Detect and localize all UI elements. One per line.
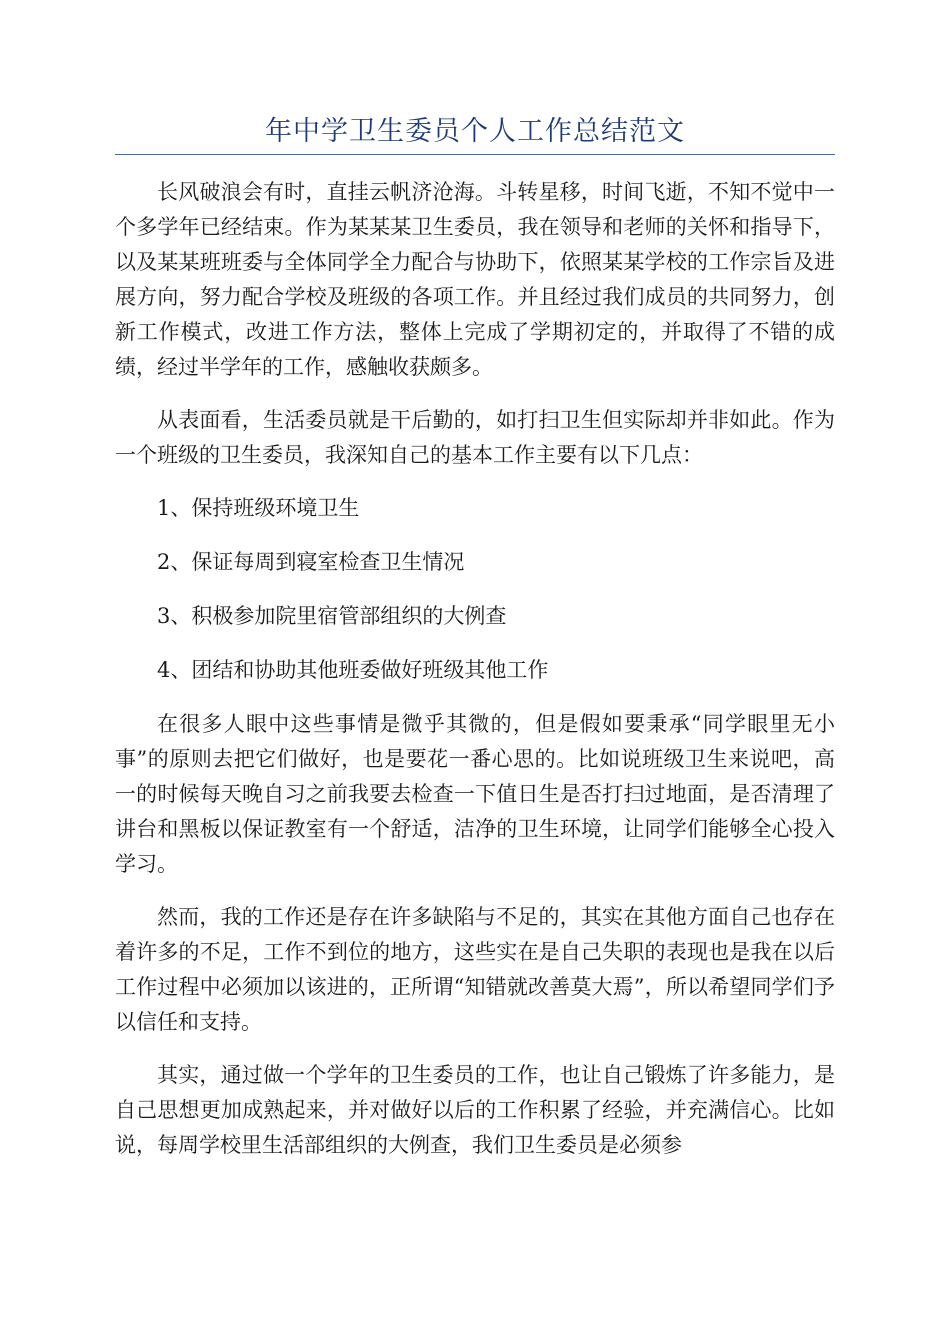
paragraph-growth: 其实，通过做一个学年的卫生委员的工作，也让自己锻炼了许多能力，是自己思想更加成熟起来，并对做好以后的工作积累了经验，并充满信心。比如说，每周学校里生活部组织的大例查，我们卫生委员是必须参	[115, 1063, 835, 1157]
paragraph-duties: 从表面看，生活委员就是干后勤的，如打扫卫生但实际却并非如此。作为一个班级的卫生委员，我深知自己的基本工作主要有以下几点：	[115, 408, 835, 467]
list-item: 3、积极参加院里宿管部组织的大例查	[157, 604, 507, 628]
paragraph-details: 在很多人眼中这些事情是微乎其微的，但是假如要秉承“同学眼里无小事”的原则去把它们做好，也是要花一番心思的。比如说班级卫生来说吧，高一的时候每天晚自习之前我要去检查一下值日生是否打扫过地面，是否清理了讲台和黑板以保证教室有一个舒适，洁净的卫生环境，让同学们能够全心投入学习。	[115, 712, 835, 876]
title-underline	[115, 154, 835, 155]
list-item: 4、团结和协助其他班委做好班级其他工作	[157, 658, 549, 682]
document-body	[115, 175, 835, 1181]
paragraph-intro: 长风破浪会有时，直挂云帆济沧海。斗转星移，时间飞逝，不知不觉中一个多学年已经结束。作为某某某卫生委员，我在领导和老师的关怀和指导下，以及某某班班委与全体同学全力配合与协助下，依照某某学校的工作宗旨及进展方向，努力配合学校及班级的各项工作。并且经过我们成员的共同努力，创新工作模式，改进工作方法，整体上完成了学期初定的，并取得了不错的成绩，经过半学年的工作，感触收获颇多。	[115, 180, 835, 379]
document-title: 年中学卫生委员个人工作总结范文	[265, 116, 685, 147]
list-item: 2、保证每周到寝室检查卫生情况	[157, 550, 465, 574]
paragraph-shortcomings: 然而，我的工作还是存在许多缺陷与不足的，其实在其他方面自己也存在着许多的不足，工作不到位的地方，这些实在是自己失职的表现也是我在以后工作过程中必须加以该进的，正所谓“知错就改善莫大焉”，所以希望同学们予以信任和支持。	[115, 905, 835, 1034]
list-item: 1、保持班级环境卫生	[157, 496, 360, 520]
